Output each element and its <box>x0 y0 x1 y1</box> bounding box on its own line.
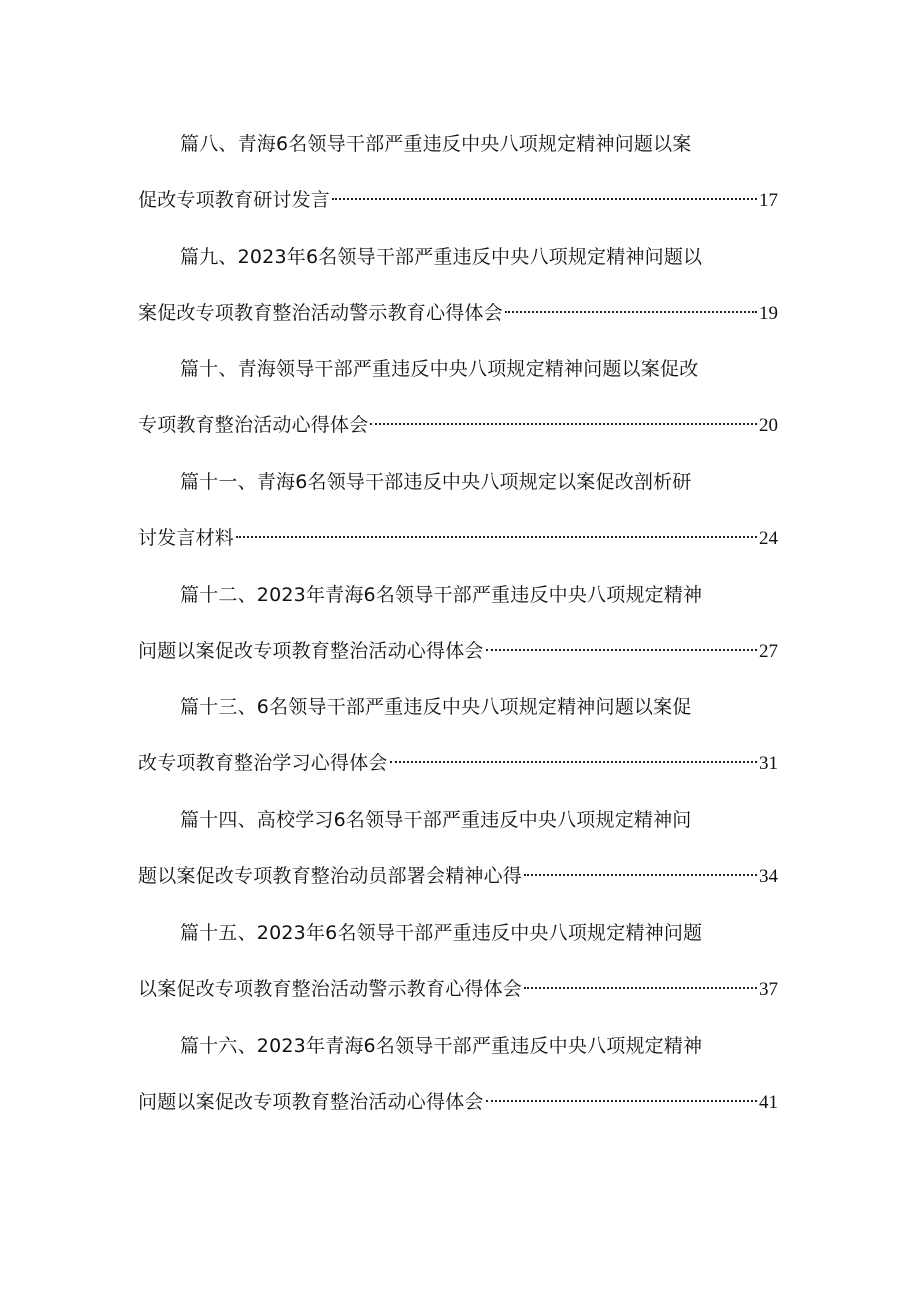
toc-entry-title-line1: 篇十六、2023年青海6名领导干部严重违反中央八项规定精神 <box>180 1034 703 1057</box>
toc-entry-title-line1: 篇十五、2023年6名领导干部严重违反中央八项规定精神问题 <box>180 921 703 944</box>
toc-entry-title-line2: 案促改专项教育整治活动警示教育心得体会 <box>138 301 503 324</box>
toc-entry-title-line2: 以案促改专项教育整治活动警示教育心得体会 <box>138 977 523 1000</box>
toc-entry-title-line2: 讨发言材料 <box>138 527 235 550</box>
toc-entry-title-line2: 促改专项教育研讨发言 <box>138 189 331 211</box>
toc-entry[interactable] <box>138 691 778 804</box>
toc-entry-title-line2-row <box>138 973 778 1005</box>
toc-entry-title-line2: 题以案促改专项教育整治动员部署会精神心得 <box>138 865 523 888</box>
toc-entry-title-line2: 改专项教育整治学习心得体会 <box>138 752 388 775</box>
toc-page-number: 37 <box>759 978 778 1000</box>
toc-page-number: 34 <box>759 866 778 888</box>
dot-leader <box>390 761 757 763</box>
toc-entry-title-line2: 问题以案促改专项教育整治活动心得体会 <box>138 639 484 662</box>
toc-entry-title-line2-row <box>138 184 778 216</box>
table-of-contents <box>138 128 778 1142</box>
dot-leader <box>524 874 757 876</box>
toc-entry[interactable] <box>138 917 778 1030</box>
toc-entry-title-line2-row <box>138 297 778 329</box>
toc-page-number: 19 <box>759 302 778 324</box>
dot-leader <box>236 536 757 538</box>
toc-entry-title-line1: 篇九、2023年6名领导干部严重违反中央八项规定精神问题以 <box>180 245 703 268</box>
dot-leader <box>486 649 757 651</box>
dot-leader <box>524 987 757 989</box>
toc-entry-title-line1: 篇十、青海领导干部严重违反中央八项规定精神问题以案促改 <box>180 358 699 381</box>
toc-entry[interactable] <box>138 353 778 466</box>
toc-entry-title-line2: 专项教育整治活动心得体会 <box>138 414 369 437</box>
toc-entry-title-line2: 问题以案促改专项教育整治活动心得体会 <box>138 1090 484 1113</box>
dot-leader <box>370 423 757 425</box>
toc-entry[interactable] <box>138 1030 778 1143</box>
toc-page-number: 31 <box>759 753 778 775</box>
toc-entry[interactable] <box>138 128 778 241</box>
toc-entry-title-line2-row <box>138 1086 778 1118</box>
dot-leader <box>332 198 757 200</box>
toc-entry[interactable] <box>138 466 778 579</box>
dot-leader <box>486 1100 757 1102</box>
toc-entry-title-line1: 篇十三、6名领导干部严重违反中央八项规定精神问题以案促 <box>180 696 692 719</box>
toc-entry[interactable] <box>138 241 778 354</box>
toc-page-number: 27 <box>759 640 778 662</box>
toc-page-number: 41 <box>759 1091 778 1113</box>
toc-entry-title-line2-row <box>138 522 778 554</box>
toc-entry-title-line2-row <box>138 747 778 779</box>
toc-entry-title-line1: 篇十四、高校学习6名领导干部严重违反中央八项规定精神问 <box>180 809 692 832</box>
toc-entry[interactable] <box>138 579 778 692</box>
toc-entry-title-line2-row <box>138 860 778 892</box>
toc-page-number: 20 <box>759 415 778 437</box>
toc-entry-title-line1: 篇八、青海6名领导干部严重违反中央八项规定精神问题以案 <box>180 133 692 155</box>
toc-entry-title-line2-row <box>138 635 778 667</box>
toc-entry[interactable] <box>138 804 778 917</box>
toc-entry-title-line1: 篇十一、青海6名领导干部违反中央八项规定以案促改剖析研 <box>180 471 692 494</box>
dot-leader <box>505 311 757 313</box>
toc-entry-title-line2-row <box>138 409 778 441</box>
toc-entry-title-line1: 篇十二、2023年青海6名领导干部严重违反中央八项规定精神 <box>180 583 703 606</box>
toc-page-number: 24 <box>759 528 778 550</box>
toc-page-number: 17 <box>759 190 778 211</box>
